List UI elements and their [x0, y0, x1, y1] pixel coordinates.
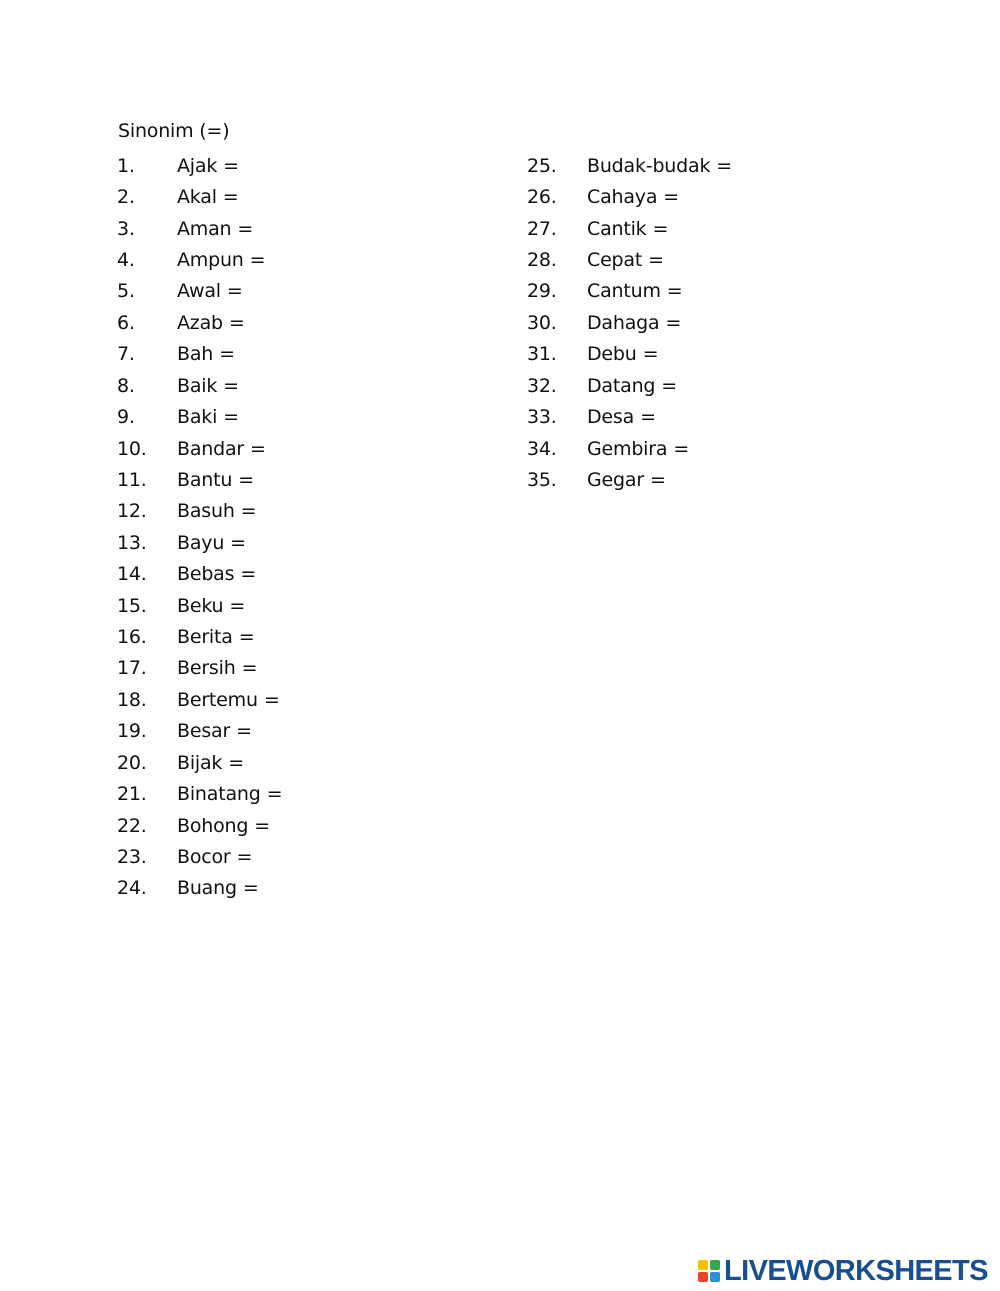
- answer-field[interactable]: [662, 406, 812, 428]
- equals-sign: =: [223, 154, 239, 177]
- list-item: [117, 684, 438, 715]
- list-item: [527, 339, 888, 370]
- item-number: 25.: [527, 154, 557, 177]
- answer-field[interactable]: [241, 343, 391, 365]
- logo-square: [698, 1272, 708, 1282]
- item-number: 29.: [527, 280, 557, 303]
- answer-field[interactable]: [262, 500, 412, 522]
- item-number: 16.: [117, 626, 147, 649]
- item-word: Buang: [177, 877, 237, 900]
- answer-field[interactable]: [272, 438, 422, 460]
- item-word: Aman: [177, 217, 232, 240]
- item-word: Binatang: [177, 783, 261, 806]
- answer-field[interactable]: [260, 626, 410, 648]
- list-item: [117, 747, 438, 778]
- equals-sign: =: [242, 877, 259, 900]
- list-item: [117, 181, 438, 212]
- item-word: Bayu: [177, 531, 225, 554]
- item-word: Gegar: [587, 468, 644, 491]
- equals-sign: =: [640, 406, 656, 429]
- liveworksheets-logo-icon: [698, 1260, 720, 1282]
- list-item: [117, 244, 438, 275]
- item-word: Bohong: [177, 814, 249, 837]
- answer-field[interactable]: [265, 877, 415, 899]
- list-item: [527, 150, 888, 181]
- item-word: Dahaga: [587, 311, 660, 334]
- item-word: Cantum: [587, 280, 661, 303]
- equals-sign: =: [236, 720, 252, 743]
- equals-sign: =: [223, 406, 239, 429]
- item-word: Bersih: [177, 657, 236, 680]
- item-word: Ampun: [177, 248, 244, 271]
- answer-field[interactable]: [276, 815, 426, 837]
- answer-field[interactable]: [286, 689, 436, 711]
- item-number: 13.: [117, 531, 147, 554]
- logo-square: [710, 1272, 720, 1282]
- list-item: [117, 307, 438, 338]
- list-item: [527, 276, 888, 307]
- list-item: [117, 590, 438, 621]
- answer-field[interactable]: [689, 280, 839, 302]
- equals-sign: =: [649, 468, 666, 491]
- equals-sign: =: [666, 280, 683, 303]
- item-number: 22.: [117, 814, 147, 837]
- equals-sign: =: [240, 563, 257, 586]
- answer-field[interactable]: [687, 312, 837, 334]
- list-item: [527, 370, 888, 401]
- item-word: Bandar: [177, 437, 245, 460]
- equals-sign: =: [648, 248, 664, 271]
- answer-field[interactable]: [258, 846, 408, 868]
- item-word: Ajak: [177, 154, 218, 177]
- item-word: Bocor: [177, 845, 231, 868]
- item-number: 1.: [117, 154, 135, 177]
- equals-sign: =: [236, 845, 253, 868]
- item-number: 32.: [527, 374, 557, 397]
- item-word: Beku: [177, 594, 224, 617]
- equals-sign: =: [226, 280, 243, 303]
- item-number: 10.: [117, 437, 147, 460]
- list-item: [117, 841, 438, 872]
- equals-sign: =: [250, 437, 266, 460]
- list-item: [117, 339, 438, 370]
- equals-sign: =: [716, 154, 732, 177]
- list-item: [117, 370, 438, 401]
- item-word: Bebas: [177, 563, 235, 586]
- equals-sign: =: [230, 531, 246, 554]
- item-number: 11.: [117, 468, 147, 491]
- list-item: [117, 621, 438, 652]
- list-item: [117, 778, 438, 809]
- answer-field[interactable]: [252, 532, 402, 554]
- item-word: Akal: [177, 186, 217, 209]
- equals-sign: =: [249, 248, 266, 271]
- list-item: [117, 873, 438, 904]
- answer-field[interactable]: [251, 312, 401, 334]
- list-item: [117, 464, 438, 495]
- item-word: Berita: [177, 626, 233, 649]
- item-word: Bertemu: [177, 688, 258, 711]
- equals-sign: =: [266, 783, 283, 806]
- list-item: [527, 181, 888, 212]
- item-number: 19.: [117, 720, 147, 743]
- list-item: [117, 401, 438, 432]
- answer-field[interactable]: [245, 406, 395, 428]
- item-word: Besar: [177, 720, 231, 743]
- equals-sign: =: [228, 751, 244, 774]
- equals-sign: =: [241, 657, 258, 680]
- list-item: [527, 213, 888, 244]
- equals-sign: =: [219, 343, 235, 366]
- item-number: 35.: [527, 468, 557, 491]
- liveworksheets-brand: [698, 1256, 988, 1286]
- brand-wordmark: LIVEWORKSHEETS: [724, 1255, 988, 1287]
- item-number: 6.: [117, 311, 135, 334]
- answer-field[interactable]: [672, 469, 822, 491]
- item-word: Basuh: [177, 500, 235, 523]
- equals-sign: =: [673, 437, 690, 460]
- answer-field[interactable]: [258, 720, 408, 742]
- item-number: 28.: [527, 248, 557, 271]
- item-word: Bantu: [177, 468, 233, 491]
- list-item: [527, 244, 888, 275]
- item-word: Cepat: [587, 248, 643, 271]
- equals-sign: =: [254, 814, 270, 837]
- answer-field[interactable]: [288, 783, 438, 805]
- equals-sign: =: [229, 594, 246, 617]
- answer-field[interactable]: [249, 280, 399, 302]
- item-word: Debu: [587, 343, 637, 366]
- list-item: [117, 527, 438, 558]
- item-word: Cantik: [587, 217, 647, 240]
- list-item: [117, 213, 438, 244]
- item-word: Budak-budak: [587, 154, 711, 177]
- answer-field[interactable]: [250, 752, 400, 774]
- equals-sign: =: [263, 688, 280, 711]
- item-number: 9.: [117, 406, 135, 429]
- item-number: 31.: [527, 343, 557, 366]
- list-item: [527, 433, 888, 464]
- item-number: 2.: [117, 186, 135, 209]
- item-word: Azab: [177, 311, 223, 334]
- logo-square: [698, 1260, 708, 1270]
- equals-sign: =: [222, 186, 239, 209]
- item-word: Cahaya: [587, 186, 658, 209]
- item-number: 7.: [117, 343, 135, 366]
- equals-sign: =: [238, 626, 255, 649]
- equals-sign: =: [238, 468, 254, 491]
- answer-field[interactable]: [260, 469, 410, 491]
- list-item: [117, 150, 438, 181]
- answer-field[interactable]: [695, 438, 845, 460]
- item-number: 17.: [117, 657, 147, 680]
- list-item: [117, 653, 438, 684]
- item-word: Desa: [587, 406, 635, 429]
- item-word: Baik: [177, 374, 218, 397]
- equals-sign: =: [228, 311, 245, 334]
- page-title: Sinonim (=): [118, 120, 230, 142]
- equals-sign: =: [237, 217, 254, 240]
- item-number: 4.: [117, 248, 135, 271]
- item-word: Baki: [177, 406, 218, 429]
- item-number: 21.: [117, 783, 147, 806]
- list-item: [117, 716, 438, 747]
- equals-sign: =: [661, 374, 678, 397]
- item-number: 3.: [117, 217, 135, 240]
- answer-field[interactable]: [245, 186, 395, 208]
- item-word: Datang: [587, 374, 656, 397]
- answer-field[interactable]: [685, 186, 835, 208]
- answer-field[interactable]: [738, 155, 888, 177]
- item-number: 33.: [527, 406, 557, 429]
- answer-field[interactable]: [664, 343, 814, 365]
- logo-square: [710, 1260, 720, 1270]
- item-number: 26.: [527, 186, 557, 209]
- item-number: 24.: [117, 877, 147, 900]
- answer-field[interactable]: [674, 218, 824, 240]
- list-item: [527, 401, 888, 432]
- answer-field[interactable]: [683, 375, 833, 397]
- equals-sign: =: [652, 217, 669, 240]
- item-number: 34.: [527, 437, 557, 460]
- synonym-list-right: [527, 150, 888, 496]
- list-item: [117, 276, 438, 307]
- item-number: 20.: [117, 751, 147, 774]
- equals-sign: =: [240, 500, 257, 523]
- equals-sign: =: [223, 374, 239, 397]
- item-number: 30.: [527, 311, 557, 334]
- answer-field[interactable]: [245, 155, 395, 177]
- equals-sign: =: [663, 186, 680, 209]
- item-number: 15.: [117, 594, 147, 617]
- list-item: [117, 810, 438, 841]
- answer-field[interactable]: [251, 595, 401, 617]
- item-number: 14.: [117, 563, 147, 586]
- answer-field[interactable]: [245, 375, 395, 397]
- equals-sign: =: [665, 311, 682, 334]
- item-number: 12.: [117, 500, 147, 523]
- list-item: [117, 496, 438, 527]
- item-word: Gembira: [587, 437, 668, 460]
- synonym-list-left: [117, 150, 438, 904]
- list-item: [117, 558, 438, 589]
- answer-field[interactable]: [262, 563, 412, 585]
- item-number: 23.: [117, 845, 147, 868]
- answer-field[interactable]: [271, 249, 421, 271]
- item-number: 8.: [117, 374, 135, 397]
- list-item: [117, 433, 438, 464]
- equals-sign: =: [642, 343, 659, 366]
- item-number: 27.: [527, 217, 557, 240]
- answer-field[interactable]: [670, 249, 820, 271]
- answer-field[interactable]: [263, 657, 413, 679]
- item-word: Awal: [177, 280, 221, 303]
- item-word: Bah: [177, 343, 214, 366]
- item-number: 5.: [117, 280, 135, 303]
- item-word: Bijak: [177, 751, 223, 774]
- list-item: [527, 464, 888, 495]
- list-item: [527, 307, 888, 338]
- item-number: 18.: [117, 688, 147, 711]
- answer-field[interactable]: [259, 218, 409, 240]
